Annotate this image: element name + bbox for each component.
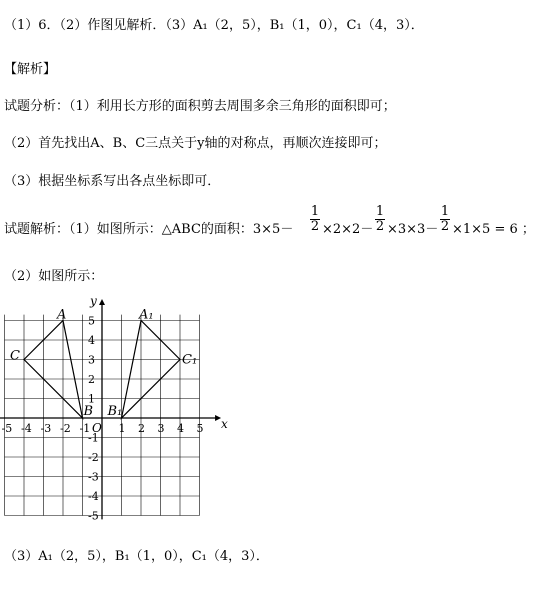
answer-line: （1）6．（2）作图见解析．（3）A₁（2，5），B₁（1，0），C₁（4，3）．	[4, 18, 424, 33]
triangle-a1b1c1	[122, 321, 181, 419]
fraction-denominator: 2	[310, 219, 320, 234]
fraction-3	[440, 205, 450, 234]
fraction-numerator: 1	[375, 204, 385, 219]
y-tick-label: 3	[88, 353, 95, 367]
fraction-numerator: 1	[440, 204, 450, 219]
point-label: B	[83, 404, 94, 419]
point-label: B₁	[107, 404, 123, 419]
y-tick-label: -1	[88, 431, 99, 445]
x-tick-label: 4	[177, 422, 184, 435]
y-tick-label: 1	[88, 392, 95, 406]
y-axis-arrow	[99, 299, 105, 305]
point-label: A₁	[139, 307, 154, 323]
x-tick-label: 1	[118, 422, 126, 435]
analysis-step-2: （2）首先找出A、B、C三点关于y轴的对称点，再顺次连接即可；	[4, 136, 387, 151]
y-tick-label: -2	[88, 451, 99, 464]
y-tick-label: 5	[88, 314, 95, 328]
point-labels	[10, 308, 197, 420]
x-axis-label: x	[221, 417, 228, 431]
final-line: （3）A₁（2，5），B₁（1，0），C₁（4，3）．	[4, 549, 269, 564]
y-tick-label: -4	[88, 490, 99, 503]
y-tick-label: 2	[88, 373, 95, 386]
point-label: C₁	[182, 352, 198, 368]
point-label: C	[10, 348, 20, 364]
fraction-denominator: 2	[440, 219, 450, 234]
x-tick-label: -1	[79, 422, 91, 435]
x-tick-label: 2	[138, 422, 145, 435]
term-2: ×3×3－	[387, 222, 439, 237]
fraction-2	[375, 205, 385, 234]
analysis-heading: 【解析】	[4, 62, 57, 77]
figure-caption: （2）如图所示：	[4, 269, 104, 284]
x-tick-label: -2	[60, 422, 71, 435]
x-tick-label: -4	[21, 422, 32, 435]
fraction-numerator: 1	[310, 204, 320, 219]
origin-label: O	[92, 421, 102, 435]
x-tick-label: 3	[157, 422, 165, 435]
fraction-denominator: 2	[375, 219, 385, 234]
term-3: ×1×5 = 6 ；	[452, 222, 535, 237]
y-axis-label: y	[90, 293, 97, 308]
x-tick-label: -3	[40, 422, 52, 435]
x-tick-label: 5	[196, 422, 204, 435]
y-tick-label: -5	[88, 509, 99, 523]
analysis-step-3: （3）根据坐标系写出各点坐标即可．	[4, 174, 221, 189]
point-label: A	[57, 307, 67, 323]
analysis-intro: 试题分析：（1）利用长方形的面积剪去周围多余三角形的面积即可；	[4, 99, 396, 114]
coordinate-figure	[0, 293, 228, 525]
solution-prefix: 试题解析：（1）如图所示：△ABC的面积：3×5－	[4, 222, 294, 237]
y-tick-label: -3	[88, 470, 99, 484]
triangle-abc	[24, 321, 83, 419]
fraction-1	[310, 205, 320, 234]
y-tick-label: 4	[88, 334, 95, 347]
x-tick-label: -5	[1, 422, 13, 435]
term-1: ×2×2－	[322, 222, 374, 237]
